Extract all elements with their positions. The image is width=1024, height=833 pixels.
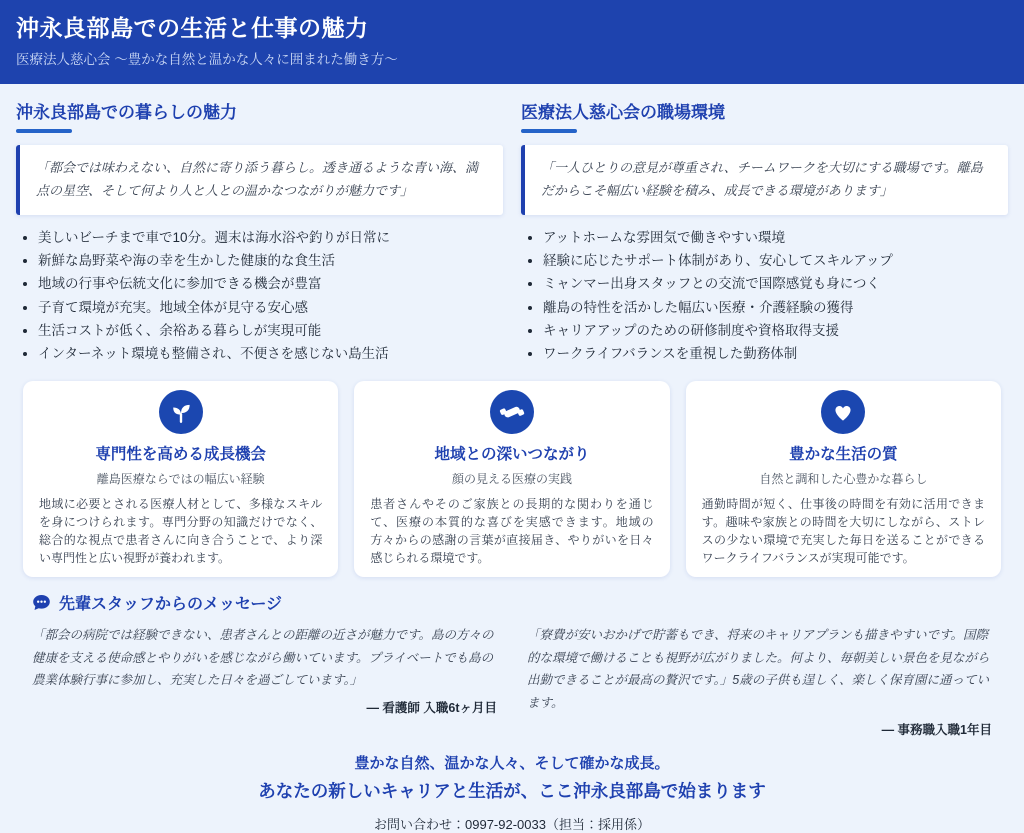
workplace-bullet-list (521, 228, 1008, 363)
testimonials (26, 624, 998, 738)
heading-underline (16, 129, 72, 133)
workplace-column (521, 102, 1008, 367)
list-item: • 地域の行事や伝統文化に参加できる機会が豊富 (38, 274, 503, 293)
card-body: 地域に必要とされる医療人材として、多様なスキルを身につけられます。専門分野の知識だけでなく、総合的な視点で患者さんに向き合うことで、より深い専門性と広い視野が養われます。 (39, 497, 323, 566)
speech-bubble-icon (32, 593, 51, 612)
card-body: 患者さんやそのご家族との長期的な関わりを通じて、医療の本質的な喜びを実感できます。地域の方々からの感謝の言葉が直接届き、やりがいを日々感じられる環境です。 (370, 497, 654, 566)
list-item: • ミャンマー出身スタッフとの交流で国際感覚も身につく (543, 274, 1008, 293)
island-life-quote-text: 「都会では味わえない、自然に寄り添う暮らし。透き通るような青い海、満点の星空、そして何より人と人との温かなつながりが魅力です」 (36, 160, 479, 198)
sprout-icon (159, 390, 203, 434)
card-subtitle: 自然と調和した心豊かな暮らし (759, 472, 928, 487)
community-card (354, 381, 669, 577)
growth-card (23, 381, 338, 577)
list-item: • キャリアアップのための研修制度や資格取得支援 (543, 321, 1008, 340)
card-subtitle: 顔の見える医療の実践 (451, 472, 572, 487)
testimonial-attribution: — 事務職入職1年目 (881, 723, 992, 738)
testimonial-nurse (32, 624, 497, 738)
workplace-quote-box (521, 145, 1008, 215)
footer-contact: お問い合わせ：0997-92-0033（担当：採用係） (374, 817, 650, 833)
testimonial-office-staff (527, 624, 992, 738)
footer-tagline-2: あなたの新しいキャリアと生活が、ここ沖永良部島で始まります (258, 781, 766, 802)
footer-tagline-1: 豊かな自然、温かな人々、そして確かな成長。 (354, 755, 670, 773)
island-life-column (16, 102, 503, 367)
list-item: • 離島の特性を活かした幅広い医療・介護経験の獲得 (543, 298, 1008, 317)
page-header (0, 0, 1024, 84)
page-subtitle: 医療法人慈心会 〜豊かな自然と温かな人々に囲まれた働き方〜 (16, 51, 398, 67)
workplace-heading: 医療法人慈心会の職場環境 (521, 103, 725, 122)
island-life-heading: 沖永良部島での暮らしの魅力 (16, 103, 237, 122)
list-item: • 子育て環境が充実。地域全体が見守る安心感 (38, 298, 503, 317)
workplace-quote-text: 「一人ひとりの意見が尊重され、チームワークを大切にする職場です。離島だからこそ幅広い経験を積み、成長できる環境があります」 (541, 160, 983, 198)
heading-underline (521, 129, 577, 133)
quality-of-life-card (686, 381, 1001, 577)
card-body: 通勤時間が短く、仕事後の時間を有効に活用できます。趣味や家族との時間を大切にしながら、ストレスの少ない環境で充実した毎日を送ることができるワークライフバランスが実現可能です。 (701, 497, 985, 566)
card-title: 専門性を高める成長機会 (95, 446, 266, 464)
feature-cards-section (0, 367, 1024, 577)
heart-icon (821, 390, 865, 434)
two-column-section (0, 84, 1024, 367)
island-life-bullet-list (16, 228, 503, 363)
card-subtitle: 離島医療ならではの幅広い経験 (96, 472, 265, 487)
list-item: • インターネット環境も整備され、不便さを感じない島生活 (38, 344, 503, 363)
testimonial-quote: 「寮費が安いおかげで貯蓄もでき、将来のキャリアプランも描きやすいです。国際的な環境で働けることも視野が広がりました。何より、毎朝美しい景色を見ながら出勤できることが最高の贅沢です。」5歳の子供も逞しく、楽しく保育園に通っています。 (527, 628, 990, 710)
card-title: 地域との深いつながり (434, 446, 590, 464)
list-item: • 新鮮な島野菜や海の幸を生かした健康的な食生活 (38, 251, 503, 270)
list-item: • アットホームな雰囲気で働きやすい環境 (543, 228, 1008, 247)
messages-heading (32, 591, 998, 614)
island-life-quote-box (16, 145, 503, 215)
card-title: 豊かな生活の質 (789, 446, 898, 464)
page-footer (0, 738, 1024, 833)
list-item: • 生活コストが低く、余裕ある暮らしが実現可能 (38, 321, 503, 340)
handshake-icon (490, 390, 534, 434)
list-item: • ワークライフバランスを重視した勤務体制 (543, 344, 1008, 363)
messages-heading-label: 先輩スタッフからのメッセージ (59, 596, 283, 614)
page-title: 沖永良部島での生活と仕事の魅力 (16, 15, 369, 41)
list-item: • 経験に応じたサポート体制があり、安心してスキルアップ (543, 251, 1008, 270)
testimonial-attribution: — 看護師 入職6tヶ月目 (366, 700, 497, 715)
testimonial-quote: 「都会の病院では経験できない、患者さんとの距離の近さが魅力です。島の方々の健康を支える使命感とやりがいを感じながら働いています。プライベートでも島の農業体験行事に参加し、充実した日々を過ごしています。」 (32, 628, 494, 688)
list-item: • 美しいビーチまで車で10分。週末は海水浴や釣りが日常に (38, 228, 503, 247)
staff-messages-section (0, 577, 1024, 738)
